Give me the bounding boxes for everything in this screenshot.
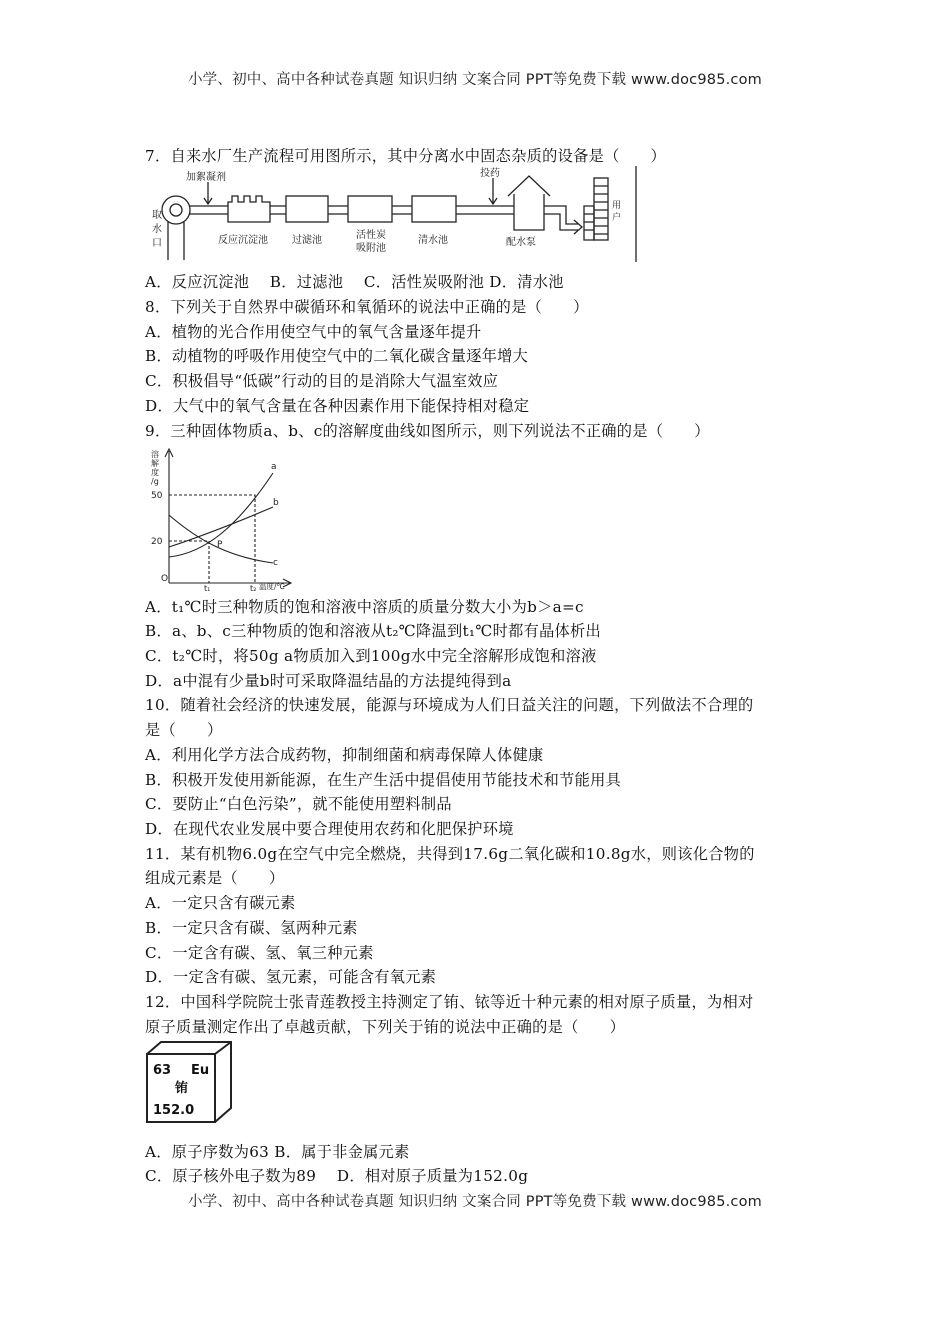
q8-option-b: B．动植物的呼吸作用使空气中的二氧化碳含量逐年增大 [145, 347, 529, 365]
q10-option-a: A．利用化学方法合成药物，抑制细菌和病毒保障人体健康 [145, 746, 544, 764]
q10-stem-line2: 是（ ） [145, 721, 223, 739]
q9-option-b: B．a、b、c三种物质的饱和溶液从t₂℃降温到t₁℃时都有晶体析出 [145, 622, 602, 640]
series-b-label: b [273, 498, 279, 508]
q8-option-a: A．植物的光合作用使空气中的氧气含量逐年提升 [145, 323, 482, 341]
q7-stem: 7．自来水厂生产流程可用图所示，其中分离水中固态杂质的设备是（ ） [145, 147, 667, 165]
q12-option-cd: C．原子核外电子数为89 D．相对原子质量为152.0g [145, 1167, 529, 1185]
page-footer: 小学、初中、高中各种试卷真题 知识归纳 文案合同 PPT等免费下载 www.doc985.com [187, 1194, 763, 1210]
series-c-label: c [273, 558, 278, 568]
y-label-4: /g [151, 477, 159, 486]
europium-element-card [143, 1040, 235, 1124]
q8-stem: 8．下列关于自然界中碳循环和氧循环的说法中正确的是（ ） [145, 298, 589, 316]
q11-option-a: A．一定只含有碳元素 [145, 894, 296, 912]
carbon-tank-label-1: 活性炭 [356, 230, 386, 241]
q10-stem-line1: 10．随着社会经济的快速发展，能源与环境成为人们日益关注的问题，下列做法不合理的 [145, 696, 754, 714]
intake-label-3: 口 [152, 238, 162, 249]
q9-option-a: A．t₁℃时三种物质的饱和溶液中溶质的质量分数大小为b＞a=c [145, 598, 584, 616]
q10-option-d: D．在现代农业发展中要合理使用农药和化肥保护环境 [145, 820, 514, 838]
origin-label: O [161, 574, 169, 584]
solubility-chart [145, 445, 293, 591]
y-label-1: 溶 [151, 450, 159, 459]
y-tick-20: 20 [151, 537, 163, 547]
q11-option-d: D．一定含有碳、氢元素，可能含有氧元素 [145, 968, 437, 986]
q11-stem-line1: 11．某有机物6.0g在空气中完全燃烧，共得到17.6g二氧化碳和10.8g水，则该化合物的 [145, 845, 755, 863]
element-name: 铕 [175, 1081, 189, 1096]
y-label-3: 度 [151, 468, 159, 477]
pump-label: 配水泵 [506, 237, 536, 248]
users-label-2: 户 [612, 213, 622, 223]
dosing-label: 投药 [480, 168, 500, 179]
q10-option-c: C．要防止“白色污染”，就不能使用塑料制品 [145, 795, 452, 813]
clear-tank-label: 清水池 [418, 235, 448, 246]
x-tick-t1: t₁ [204, 584, 211, 591]
users-label-1: 用 [612, 201, 622, 211]
filter-tank-label: 过滤池 [292, 235, 322, 246]
atomic-number: 63 [153, 1063, 172, 1078]
atomic-mass: 152.0 [153, 1103, 195, 1118]
q7-options: A．反应沉淀池 B．过滤池 C．活性炭吸附池 D．清水池 [145, 273, 564, 291]
q11-stem-line2: 组成元素是（ ） [145, 869, 285, 887]
element-symbol: Eu [191, 1063, 210, 1078]
q8-option-d: D．大气中的氧气含量在各种因素作用下能保持相对稳定 [145, 397, 530, 415]
water-plant-diagram [146, 166, 638, 262]
page-header: 小学、初中、高中各种试卷真题 知识归纳 文案合同 PPT等免费下载 www.doc985.com [187, 72, 763, 88]
q12-stem-line2: 原子质量测定作出了卓越贡献，下列关于铕的说法中正确的是（ ） [145, 1018, 626, 1036]
intake-label-1: 取 [152, 210, 162, 221]
q8-option-c: C．积极倡导“低碳”行动的目的是消除大气温室效应 [145, 372, 499, 390]
carbon-tank-label-2: 吸附池 [356, 243, 386, 254]
q9-stem: 9．三种固体物质a、b、c的溶解度曲线如图所示，则下列说法不正确的是（ ） [145, 422, 710, 440]
q11-option-b: B．一定只含有碳、氢两种元素 [145, 919, 358, 937]
x-tick-t2: t₂ [250, 584, 257, 591]
point-p-label: P [217, 540, 223, 550]
q11-option-c: C．一定含有碳、氢、氧三种元素 [145, 944, 374, 962]
coagulant-label: 加絮凝剂 [186, 172, 226, 183]
x-axis-label: 温度/℃ [259, 582, 285, 591]
q12-stem-line1: 12．中国科学院院士张青莲教授主持测定了铕、铱等近十种元素的相对原子质量，为相对 [145, 993, 754, 1011]
q9-option-d: D．a中混有少量b时可采取降温结晶的方法提纯得到a [145, 672, 512, 690]
y-label-2: 解 [151, 459, 159, 468]
reaction-tank-label: 反应沉淀池 [218, 235, 268, 246]
intake-label-2: 水 [152, 224, 162, 235]
series-a-label: a [271, 462, 277, 472]
q12-option-ab: A．原子序数为63 B．属于非金属元素 [145, 1143, 410, 1161]
curve-c [169, 515, 273, 563]
q9-option-c: C．t₂℃时，将50g a物质加入到100g水中完全溶解形成饱和溶液 [145, 647, 597, 665]
q10-option-b: B．积极开发使用新能源，在生产生活中提倡使用节能技术和节能用具 [145, 771, 622, 789]
y-tick-50: 50 [151, 491, 163, 501]
